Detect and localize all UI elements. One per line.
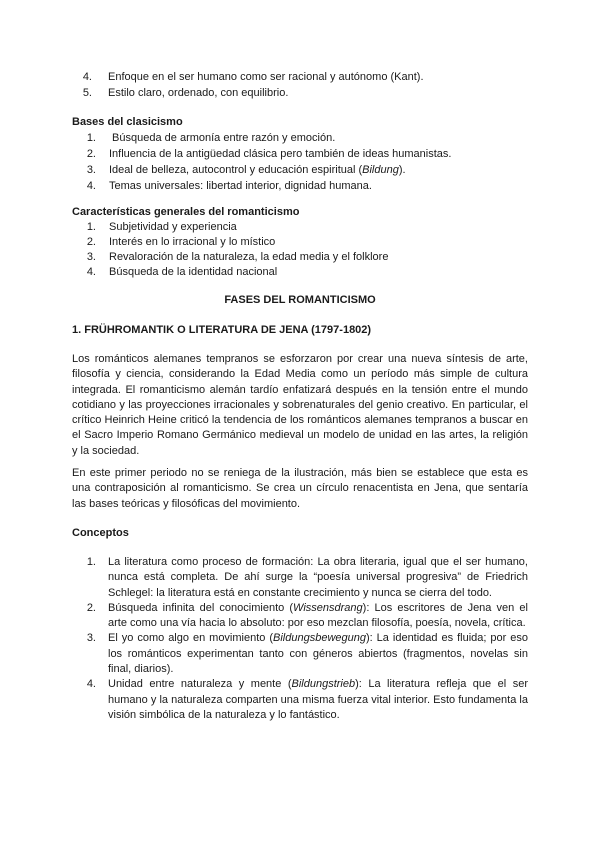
list-text: Subjetividad y experiencia bbox=[109, 221, 237, 233]
list-text: Influencia de la antigüedad clásica pero también de ideas humanistas. bbox=[109, 148, 452, 160]
section1-title: 1. FRÜHROMANTIK O LITERATURA DE JENA (1797-1802) bbox=[72, 324, 372, 336]
list-text-post: ): Los escritores de Jena ven el arte como una vía hacia lo absoluto: por eso mezclan filosofía, poesía, novela, crítica. bbox=[108, 601, 528, 630]
list-text-em: Bildungstrieb bbox=[291, 678, 356, 691]
list-item bbox=[72, 250, 532, 265]
list-item bbox=[72, 677, 528, 723]
list-item bbox=[72, 220, 532, 235]
conceptos-heading: Conceptos bbox=[72, 527, 129, 539]
list-text-em: Bildung bbox=[362, 164, 399, 176]
list-text bbox=[108, 631, 528, 677]
list-item bbox=[72, 131, 532, 147]
list-item bbox=[72, 179, 532, 195]
list-text: Temas universales: libertad interior, dignidad humana. bbox=[109, 180, 372, 192]
top-list bbox=[72, 70, 532, 102]
list-item bbox=[72, 265, 532, 280]
list-text-pre: El yo como algo en movimiento ( bbox=[108, 632, 274, 645]
list-item bbox=[72, 631, 528, 677]
list-text: Revaloración de la naturaleza, la edad media y el folklore bbox=[109, 251, 389, 263]
conceptos-list bbox=[72, 555, 528, 723]
list-text: Interés en lo irracional y lo místico bbox=[109, 236, 276, 248]
list-item bbox=[72, 147, 532, 163]
list-number: 4. bbox=[86, 266, 96, 278]
list-item bbox=[72, 555, 528, 601]
list-item bbox=[72, 86, 532, 102]
list-text-pre: Unidad entre naturaleza y mente ( bbox=[108, 678, 292, 691]
list-number: 1. bbox=[86, 132, 96, 144]
list-item bbox=[72, 235, 532, 250]
clasicismo-list bbox=[72, 131, 532, 195]
list-text-pre: Ideal de belleza, autocontrol y educación espiritual ( bbox=[109, 164, 363, 176]
list-number: 4. bbox=[82, 71, 92, 83]
list-text bbox=[109, 163, 406, 178]
list-text-pre: Búsqueda infinita del conocimiento ( bbox=[108, 601, 294, 614]
list-number: 3. bbox=[86, 632, 96, 645]
romanticismo-list bbox=[72, 220, 532, 280]
list-number: 1. bbox=[86, 556, 96, 568]
list-text-post: ). bbox=[398, 164, 406, 176]
list-text-em: Bildungsbewegung bbox=[273, 632, 366, 645]
list-item bbox=[72, 163, 532, 179]
list-number: 3. bbox=[86, 251, 96, 263]
list-text bbox=[108, 555, 528, 601]
list-item bbox=[72, 601, 528, 632]
list-text: Búsqueda de armonía entre razón y emoción. bbox=[109, 132, 336, 144]
list-number: 3. bbox=[86, 164, 96, 176]
list-number: 5. bbox=[82, 87, 92, 99]
list-text-post: ): La identidad es fluida; por eso los románticos experimentan tanto con géneros abiertos (fragmentos, novelas sin final, diarios). bbox=[108, 632, 528, 676]
list-number: 1. bbox=[86, 221, 96, 233]
list-text: Búsqueda de la identidad nacional bbox=[109, 266, 278, 278]
romanticismo-heading: Características generales del romanticismo bbox=[72, 206, 300, 218]
paragraph-2: En este primer periodo no se reniega de la ilustración, más bien se establece que esta es una contraposición al romanticismo. Se crea un círculo renacentista en Jena, que sentaría las bases teóricas y filosóficas del movimiento. bbox=[72, 467, 528, 510]
list-number: 4. bbox=[86, 180, 96, 192]
list-text-post: ): La literatura refleja que el ser humano y la naturaleza comparten una misma fuerza vital interior. Esto fundamenta la visión simbólica de la naturaleza y lo fantástico. bbox=[108, 678, 528, 721]
list-number: 2. bbox=[86, 601, 96, 614]
list-number: 2. bbox=[86, 236, 96, 248]
list-text bbox=[108, 677, 528, 723]
list-text: Enfoque en el ser humano como ser racional y autónomo (Kant). bbox=[108, 71, 424, 83]
fases-title: FASES DEL ROMANTICISMO bbox=[224, 294, 376, 306]
list-text: Estilo claro, ordenado, con equilibrio. bbox=[108, 87, 289, 99]
paragraph-1: Los románticos alemanes tempranos se esforzaron por crear una nueva síntesis de arte, filosofía y ciencia, considerando la Edad Media como un período más simple de cultura integrada. El romanticismo alemán tardío enfatizará después en la tensión entre el mundo cotidiano y las proyecciones irracionales y sobrenaturales del genio creativo. En particular, el crítico Heinrich Heine criticó la tendencia de los románticos alemanes tempranos a buscar en el Sacro Imperio Romano Germánico medieval un modelo de unidad en las artes, la religión y la sociedad. bbox=[72, 353, 528, 457]
list-number: 2. bbox=[86, 148, 96, 160]
list-text-pre: La literatura como proceso de formación: La obra literaria, igual que el ser humano, nunca está completa. De ahí surge la “poesía universal progresiva” de Friedrich Schlegel: la literatura está en constante crecimiento y nunca se cierra del todo. bbox=[108, 556, 528, 599]
list-number: 4. bbox=[86, 678, 96, 691]
list-text bbox=[108, 601, 528, 632]
list-item bbox=[72, 70, 532, 86]
list-text-em: Wissensdrang bbox=[293, 601, 363, 614]
clasicismo-heading: Bases del clasicismo bbox=[72, 116, 183, 128]
